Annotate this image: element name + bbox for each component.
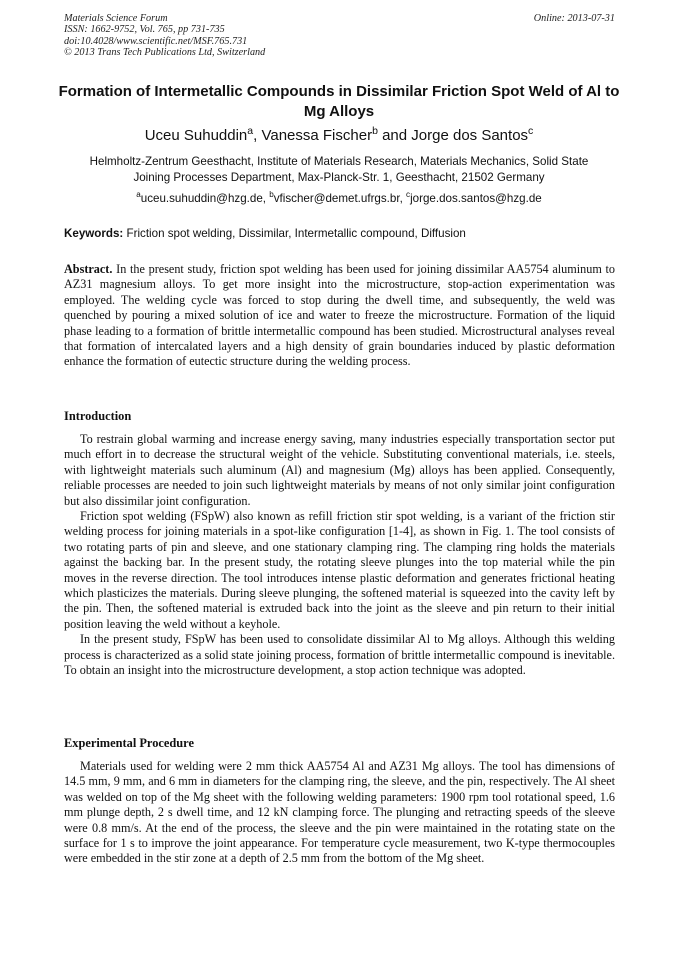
exp-paragraph-1: Materials used for welding were 2 mm thick AA5754 Al and AZ31 Mg alloys. The tool has dimensions of 14.5 mm, 9 mm, and 6 mm in diameters for the clamping ring, the sleeve, and the pin, respectively. The Al sheet was welded on top of the Mg sheet with the following welding parameters: 1900 rpm tool rotational speed, 1.6 mm plunge depth, 2 s dwell time, and 12 kN clamping force. The plunging and retracting speeds of the sleeve were 0.8 mm/s. At the end of the process, the sleeve and the pin were maintained in the rotating state on the surface for 1 s to improve the joint appearance. For temperature cycle measurement, two K-type thermocouples were embedded in the stir zone at a depth of 2.5 mm from the bottom of the Mg sheet. xyxy=(64,759,615,866)
paper-title: Formation of Intermetallic Compounds in Dissimilar Friction Spot Weld of Al to Mg Alloys xyxy=(58,83,620,120)
email-sep-1: , xyxy=(262,192,270,205)
introduction-heading: Introduction xyxy=(64,409,132,423)
journal-header xyxy=(64,13,615,59)
email-c-sup: c xyxy=(406,190,411,200)
author-3: Jorge dos Santos xyxy=(411,127,529,144)
author-2: Vanessa Fischer xyxy=(261,127,373,144)
author-3-sup: c xyxy=(528,125,534,137)
author-1-sup: a xyxy=(247,125,254,137)
affiliation xyxy=(58,154,620,186)
intro-paragraph-2: Friction spot welding (FSpW) also known as refill friction stir spot welding, is a variant of the friction stir welding process for joining materials in a spot-like configuration [1-4], as shown in Fig. 1. The tool consists of two rotating parts of pin and sleeve, and one stationary clamping ring. The clamping ring holds the materials against the backing bar. In the present study, the rotating sleeve plunges into the top material while the pin moves in the reverse direction. The tool introduces intense plastic deformation and generates frictional heating which plasticizes the materials. During sleeve plunging, the softened material is squeezed into the cavity left by the pin. Then, the softened material is extruded back into the joint as the sleeve and pin return to their initial position leaving the weld without a keyhole. xyxy=(64,509,615,631)
email-b[interactable]: vfischer@demet.ufrgs.br xyxy=(273,192,400,205)
online-date: Online: 2013-07-31 xyxy=(533,13,615,24)
abstract-text: In the present study, friction spot welding has been used for joining dissimilar AA5754 aluminum to AZ31 magnesium alloys. To get more insight into the microstructure, stop-action experimentation was employed. The welding cycle was forced to stop during the dwell time, and subsequently, the weld was quenched by pouring a mixed solution of ice and water to freeze the microstructure. Formation of the liquid phase leading to a formation of brittle intermetallic compound has been studied. Microstructural analyses reveal that formation of intercalated layers and a high density of grain boundaries induced by plastic deformation enhance the formation of eutectic structure during the welding process. xyxy=(64,262,615,369)
experimental-heading: Experimental Procedure xyxy=(64,736,194,750)
author-1: Uceu Suhuddin xyxy=(144,127,248,144)
keywords-text: Friction spot welding, Dissimilar, Intermetallic compound, Diffusion xyxy=(123,227,466,240)
abstract xyxy=(64,262,615,370)
email-sep-2: , xyxy=(399,192,407,205)
affiliation-line-2: Joining Processes Department, Max-Planck-Str. 1, Geesthacht, 21502 Germany xyxy=(133,171,545,184)
introduction-body xyxy=(64,432,615,679)
author-sep-2: and xyxy=(377,127,412,144)
copyright-line: © 2013 Trans Tech Publications Ltd, Switzerland xyxy=(64,47,266,59)
intro-paragraph-3: In the present study, FSpW has been used to consolidate dissimilar Al to Mg alloys. Although this welding process is characterized as a solid state joining process, formation of brittle intermetallic compound is inevitable. To obtain an insight into the microstructure development, a stop action technique was adopted. xyxy=(64,632,615,678)
experimental-body xyxy=(64,759,615,867)
email-c[interactable]: jorge.dos.santos@hzg.de xyxy=(410,192,542,205)
affiliation-line-1: Helmholtz-Zentrum Geesthacht, Institute of Materials Research, Materials Mechanics, Solid State xyxy=(89,155,589,168)
email-a-sup: a xyxy=(136,190,141,200)
author-list xyxy=(58,126,620,145)
email-a[interactable]: uceu.suhuddin@hzg.de xyxy=(140,192,263,205)
email-b-sup: b xyxy=(269,190,274,200)
email-list xyxy=(58,191,620,206)
issn-line: ISSN: 1662-9752, Vol. 765, pp 731-735 xyxy=(64,24,225,36)
intro-paragraph-1: To restrain global warming and increase energy saving, many industries especially transportation sector put much effort in to decrease the structural weight of the vehicle. Substituting conventional materials, i.e. steels, with lightweight materials such aluminum (Al) and magnesium (Mg) alloys has been applied. Consequently, reliable processes are needed to join such lightweight materials by means of not only similar joint configuration but also dissimilar joint configuration. xyxy=(64,432,615,508)
abstract-label: Abstract. xyxy=(64,262,113,276)
doi-line: doi:10.4028/www.scientific.net/MSF.765.731 xyxy=(64,35,248,47)
keywords-label: Keywords: xyxy=(64,227,124,240)
keywords xyxy=(64,226,615,241)
author-2-sup: b xyxy=(372,125,378,137)
journal-name: Materials Science Forum xyxy=(64,13,168,24)
author-sep-1: , xyxy=(253,127,262,144)
